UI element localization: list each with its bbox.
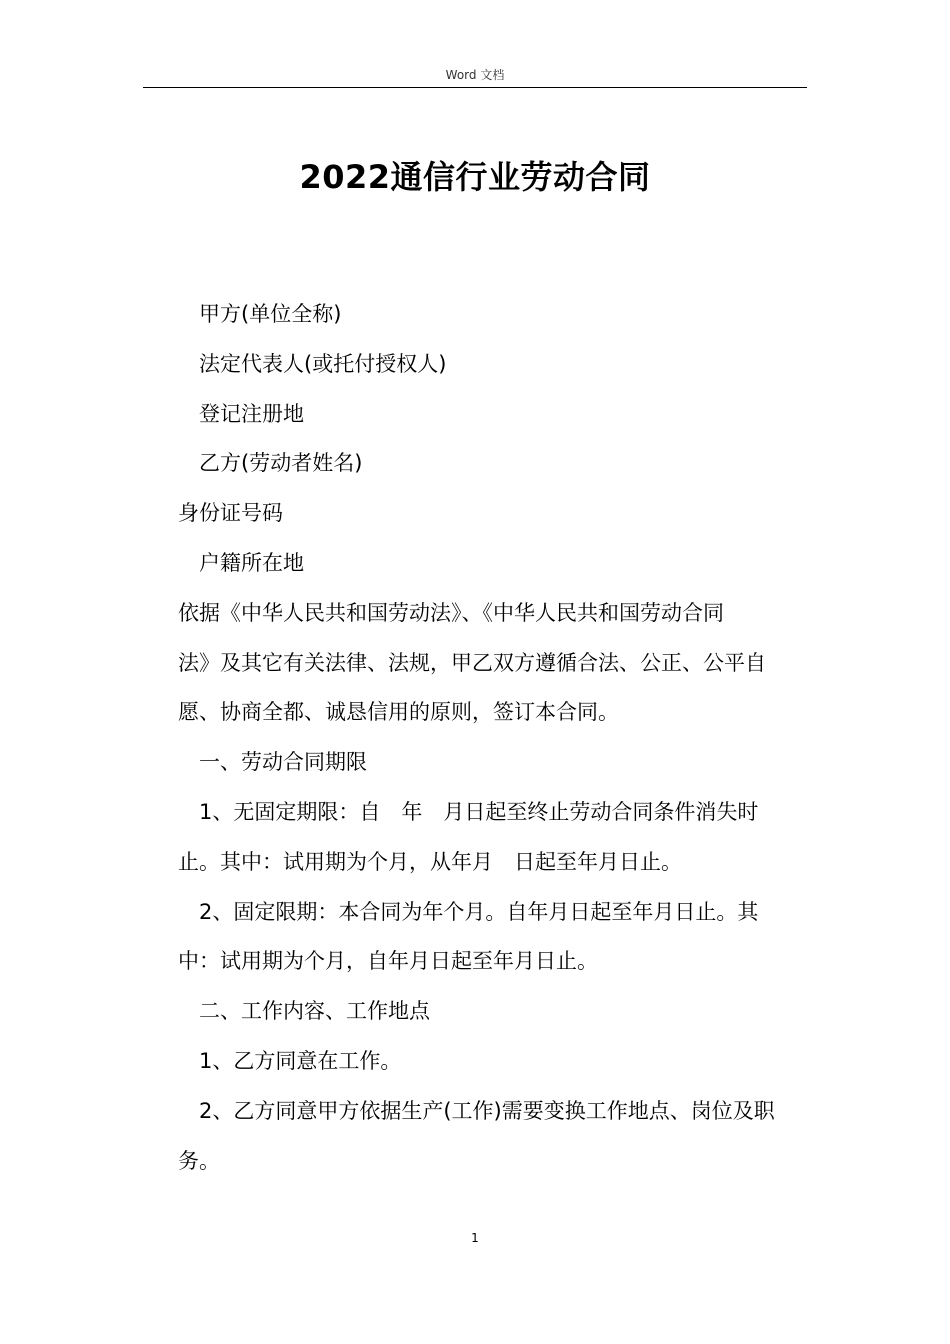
body-line: 愿、协商全都、诚恳信用的原则，签订本合同。: [178, 700, 619, 725]
body-line: 1、无固定期限：自 年 月日起至终止劳动合同条件消失时: [199, 799, 759, 824]
body-line: 登记注册地: [199, 401, 304, 426]
body-line: 身份证号码: [178, 501, 283, 526]
body-line: 甲方(单位全称): [199, 302, 342, 326]
body-line: 1、乙方同意在工作。: [199, 1048, 402, 1073]
body-line: 二、工作内容、工作地点: [199, 999, 430, 1024]
document-title: 2022通信行业劳动合同: [299, 158, 651, 196]
document-body: [178, 290, 808, 1186]
body-line: 中：试用期为个月，自年月日起至年月日止。: [178, 949, 598, 974]
page-header: Word 文档: [445, 68, 505, 82]
body-line: 法》及其它有关法律、法规，甲乙双方遵循合法、公正、公平自: [178, 650, 766, 675]
body-line: 依据《中华人民共和国劳动法》、《中华人民共和国劳动合同: [178, 600, 724, 625]
body-line: 法定代表人(或托付授权人): [199, 351, 447, 376]
body-line: 乙方(劳动者姓名): [199, 451, 363, 476]
page-number: 1: [471, 1231, 479, 1245]
body-line: 止。其中：试用期为个月，从年月 日起至年月日止。: [178, 849, 682, 874]
body-line: 一、劳动合同期限: [199, 750, 367, 775]
body-line: 户籍所在地: [199, 550, 304, 575]
header-divider: [143, 87, 807, 88]
body-line: 2、固定限期：本合同为年个月。自年月日起至年月日止。其: [199, 899, 759, 924]
body-line: 2、乙方同意甲方依据生产(工作)需要变换工作地点、岗位及职: [199, 1098, 775, 1123]
body-line: 务。: [178, 1148, 220, 1173]
